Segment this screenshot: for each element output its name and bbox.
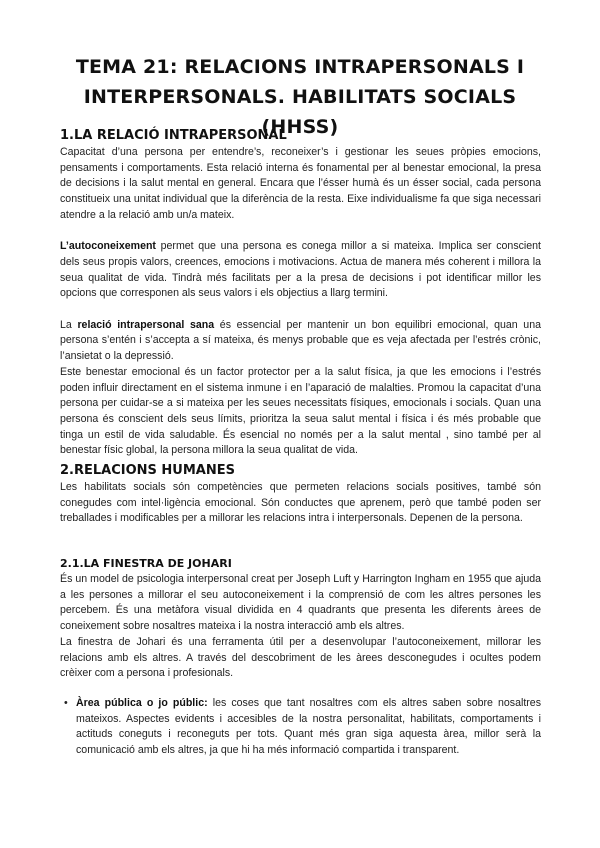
section-heading: 2.RELACIONS HUMANES xyxy=(60,463,235,478)
section-finestra-johari xyxy=(60,557,541,759)
paragraph: Este benestar emocional és un factor protector per a la salut física, ja que les emocions i l’estrés poden influir directament en el sistema inmune i en l’aparació de malalties. Promou la capacitat d’una persona per cuidar-se a si mateixa per les seues necessitats físiques, emocionals i socials. Quan una persona és conscient dels seus límits, prioritza la seua salut mental i física i és més probable que tinga un estil de vida saludable. És esencial no només per a la salut mental , sino també per al benestar físic global, la persona millora la seua qualitat de vida. xyxy=(60,365,541,457)
bullet-icon: • xyxy=(64,696,68,709)
paragraph: Les habilitats socials són competències que permeten relacions socials positives, també són conegudes com intel·ligència emocional. Són conductes que aprenem, però que també poden ser treballades i modificables per a millorar les relacions intra i interpersonals. Depenen de la persona. xyxy=(60,481,541,525)
paragraph: La finestra de Johari és una ferramenta útil per a desenvolupar l’autoconeixement, millorar les relacions amb els altres. A través del descobriment de les àrees desconegudes i ocultes podem crèixer com a persona i profesionals. xyxy=(60,635,541,680)
bullet-list xyxy=(60,696,541,759)
section-relacions-humanes xyxy=(60,463,541,527)
bold-term: L’autoconeixement xyxy=(60,240,156,253)
paragraph: És un model de psicologia interpersonal creat per Joseph Luft y Harrington Ingham en 1955 que ajuda a les persones a millorar el seu autoconeixement i la comprensió de com les altres persones les percebem. És una metàfora visual dividida en 4 quadrants que presenta les diferents àrees de coneixement sobre nosaltres mateixa i la nostra interacció amb els altres. xyxy=(60,573,541,633)
list-item xyxy=(64,696,541,759)
list-item-text: les coses que tant nosaltres com els altres saben sobre nosaltres mateixos. Aspectes evidents i accesibles de la nostra personalitat, habilitats, comportaments i actituds coneguts i reconeguts per tots. Quant més gran siga aquesta àrea, millor serà la comunicació amb els altres, ja que hi ha més informació compartida i transparent. xyxy=(76,696,541,757)
paragraph xyxy=(60,318,541,365)
paragraph-text: és essencial per mantenir un bon equilibri emocional, quan una persona s’entén i s’accepta a sí mateixa, és menys probable que es veja afectada per l’estrés crònic, l’ansietat o la depressió. xyxy=(60,318,541,363)
paragraph-text: permet que una persona es conega millor a si mateixa. Implica ser conscient dels seus propis valors, creences, emocions i motivacions. Actua de manera més coherent i millora la seua qualitat de vida. Tindrà més facilitats per a la presa de decisions i pot identificar millor les opcions que corresponen als seus valors i els objectius a llarg termini. xyxy=(60,240,541,300)
paragraph xyxy=(60,239,541,302)
bold-term: relació intrapersonal sana xyxy=(77,318,215,331)
paragraph: Capacitat d’una persona per entendre’s, reconeixer’s i gestionar les seues pròpies emocions, pensaments i comportaments. Esta relació interna és fonamental per al benestar emocional, la presa de decisions i la salut mental en general. Encara que l’ésser humà és un ésser social, cada persona constitueix una unitat individual que la diferència de la resta. Eixe individualisme fa que siga necessari atendre a la relació amb un/a mateix. xyxy=(60,146,541,221)
bold-term: Àrea pública o jo públic: xyxy=(76,696,208,709)
paragraph-text: La xyxy=(60,318,78,331)
section-intrapersonal xyxy=(60,128,541,459)
section-heading: 1.LA RELACIÓ INTRAPERSONAL xyxy=(60,128,287,143)
subsection-heading: 2.1.LA FINESTRA DE JOHARI xyxy=(60,557,232,570)
page-title: TEMA 21: RELACIONS INTRAPERSONALS I INTERPERSONALS. HABILITATS SOCIALS (HHSS) xyxy=(75,56,525,138)
